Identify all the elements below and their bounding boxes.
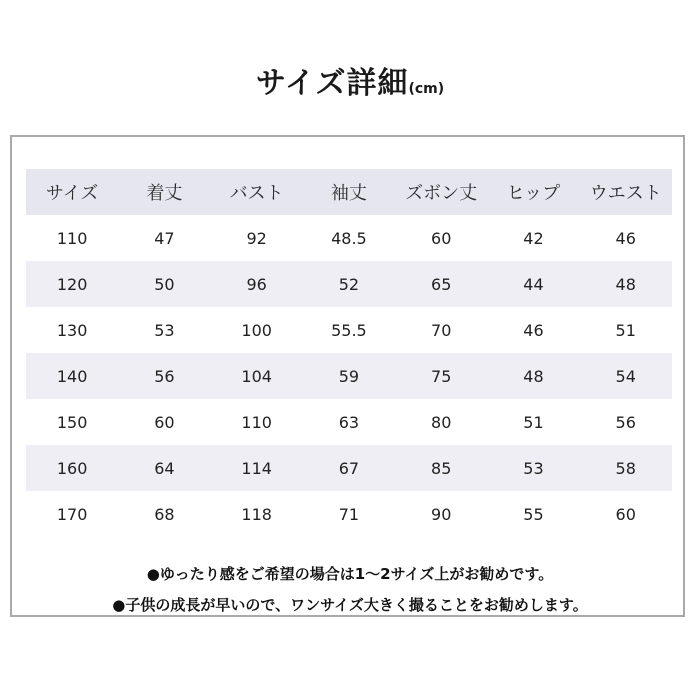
table-row [26,491,672,537]
table-cell: 60 [431,228,452,248]
table-cell: 48.5 [331,228,367,248]
table-cell: 48 [523,366,544,386]
table-cell: 60 [154,412,175,432]
note-size-up: ●ゆったり感をご希望の場合は1～2サイズ上がお勧めです。 [146,565,554,583]
table-cell: 160 [56,458,88,478]
table-cell: 85 [431,458,452,478]
table-row [26,215,672,261]
table-cell: 55.5 [331,320,367,340]
table-cell: 75 [431,366,452,386]
size-table [26,169,672,537]
header-cell: 着丈 [146,183,183,204]
table-cell: 51 [615,320,636,340]
table-cell: 170 [56,504,88,524]
table-cell: 51 [523,412,544,432]
table-cell: 70 [431,320,452,340]
table-cell: 46 [523,320,544,340]
table-cell: 104 [241,366,272,386]
table-header-row [26,169,672,215]
table-cell: 52 [338,274,360,294]
table-row [26,261,672,307]
table-row [26,445,672,491]
table-cell: 42 [523,228,544,248]
header-cell: ヒップ [506,183,561,204]
table-cell: 56 [615,412,636,432]
table-cell: 44 [523,274,544,294]
header-cell: ズボン丈 [405,183,478,204]
table-row [26,307,672,353]
table-cell: 120 [56,274,88,294]
table-cell: 63 [338,412,360,432]
title-main: サイズ詳細 [255,66,409,101]
table-cell: 110 [241,412,272,432]
table-cell: 53 [523,458,544,478]
table-cell: 65 [431,274,452,294]
table-cell: 55 [523,504,544,524]
table-cell: 118 [241,504,272,524]
table-cell: 100 [241,320,272,340]
table-cell: 92 [246,228,267,248]
header-cell: サイズ [45,183,99,204]
table-cell: 90 [431,504,452,524]
table-cell: 150 [56,412,88,432]
header-cell: バスト [229,183,284,204]
table-cell: 80 [431,412,452,432]
table-cell: 130 [56,320,88,340]
table-cell: 59 [338,366,360,386]
table-cell: 64 [154,458,175,478]
table-cell: 48 [615,274,636,294]
table-cell: 114 [241,458,272,478]
table-row [26,353,672,399]
note-growth: ●子供の成長が早いので、ワンサイズ大きく撮ることをお勧めします。 [112,596,588,614]
table-cell: 110 [56,228,88,248]
title-unit: (cm) [408,81,445,97]
table-cell: 54 [615,366,636,386]
page-title [0,58,700,102]
header-cell: ウエスト [589,183,662,204]
table-cell: 47 [154,228,175,248]
table-cell: 53 [154,320,175,340]
table-cell: 68 [154,504,175,524]
table-cell: 96 [246,274,267,294]
table-cell: 71 [338,504,360,524]
table-cell: 56 [154,366,175,386]
table-cell: 67 [338,458,360,478]
table-cell: 58 [615,458,636,478]
header-cell: 袖丈 [330,183,367,204]
table-cell: 60 [615,504,636,524]
table-cell: 140 [56,366,88,386]
table-cell: 46 [615,228,636,248]
table-row [26,399,672,445]
table-cell: 50 [154,274,175,294]
